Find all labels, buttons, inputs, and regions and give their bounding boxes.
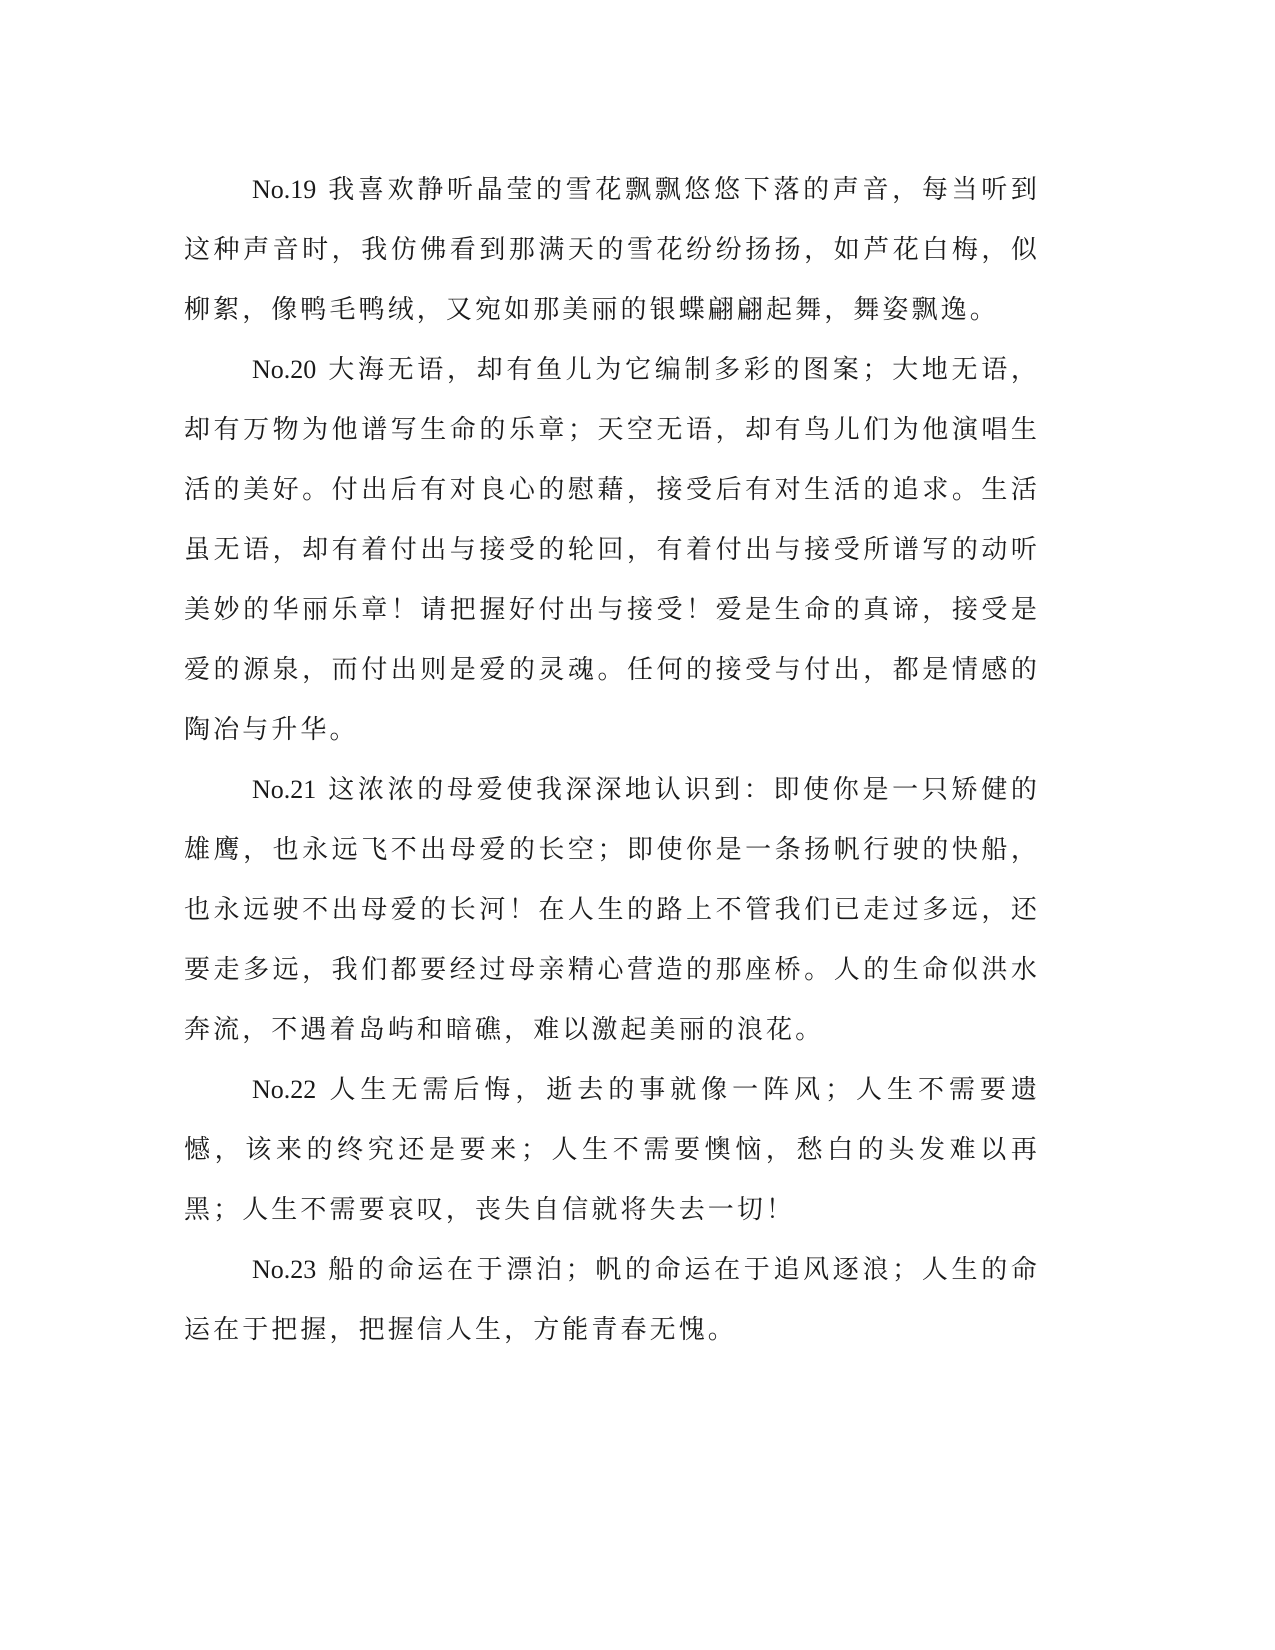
paragraph-no22 (184, 1060, 1040, 1240)
paragraph-text: 人生无需后悔，逝去的事就像一阵风；人生不需要遗憾，该来的终究还是要来；人生不需要懊恼，愁白的头发难以再黑；人生不需要哀叹，丧失自信就将失去一切！ (184, 1075, 1040, 1225)
paragraph-no21 (184, 760, 1040, 1060)
paragraph-no19 (184, 160, 1040, 340)
document-body (184, 160, 1040, 1360)
paragraph-text: 我喜欢静听晶莹的雪花飘飘悠悠下落的声音，每当听到这种声音时，我仿佛看到那满天的雪花纷纷扬扬，如芦花白梅，似柳絮，像鸭毛鸭绒，又宛如那美丽的银蝶翩翩起舞，舞姿飘逸。 (184, 175, 1040, 325)
paragraph-label: No.21 (252, 775, 317, 804)
paragraph-no23 (184, 1240, 1040, 1360)
paragraph-text: 这浓浓的母爱使我深深地认识到：即使你是一只矫健的雄鹰，也永远飞不出母爱的长空；即使你是一条扬帆行驶的快船，也永远驶不出母爱的长河！在人生的路上不管我们已走过多远，还要走多远，我们都要经过母亲精心营造的那座桥。人的生命似洪水奔流，不遇着岛屿和暗礁，难以激起美丽的浪花。 (184, 775, 1040, 1045)
paragraph-label: No.19 (252, 175, 317, 204)
paragraph-text: 船的命运在于漂泊；帆的命运在于追风逐浪；人生的命运在于把握，把握信人生，方能青春无愧。 (184, 1255, 1040, 1345)
paragraph-no20 (184, 340, 1040, 760)
paragraph-label: No.23 (252, 1255, 317, 1284)
paragraph-text: 大海无语，却有鱼儿为它编制多彩的图案；大地无语，却有万物为他谱写生命的乐章；天空无语，却有鸟儿们为他演唱生活的美好。付出后有对良心的慰藉，接受后有对生活的追求。生活虽无语，却有着付出与接受的轮回，有着付出与接受所谱写的动听美妙的华丽乐章！请把握好付出与接受！爱是生命的真谛，接受是爱的源泉，而付出则是爱的灵魂。任何的接受与付出，都是情感的陶冶与升华。 (184, 355, 1040, 745)
paragraph-label: No.20 (252, 355, 317, 384)
paragraph-label: No.22 (252, 1075, 317, 1104)
